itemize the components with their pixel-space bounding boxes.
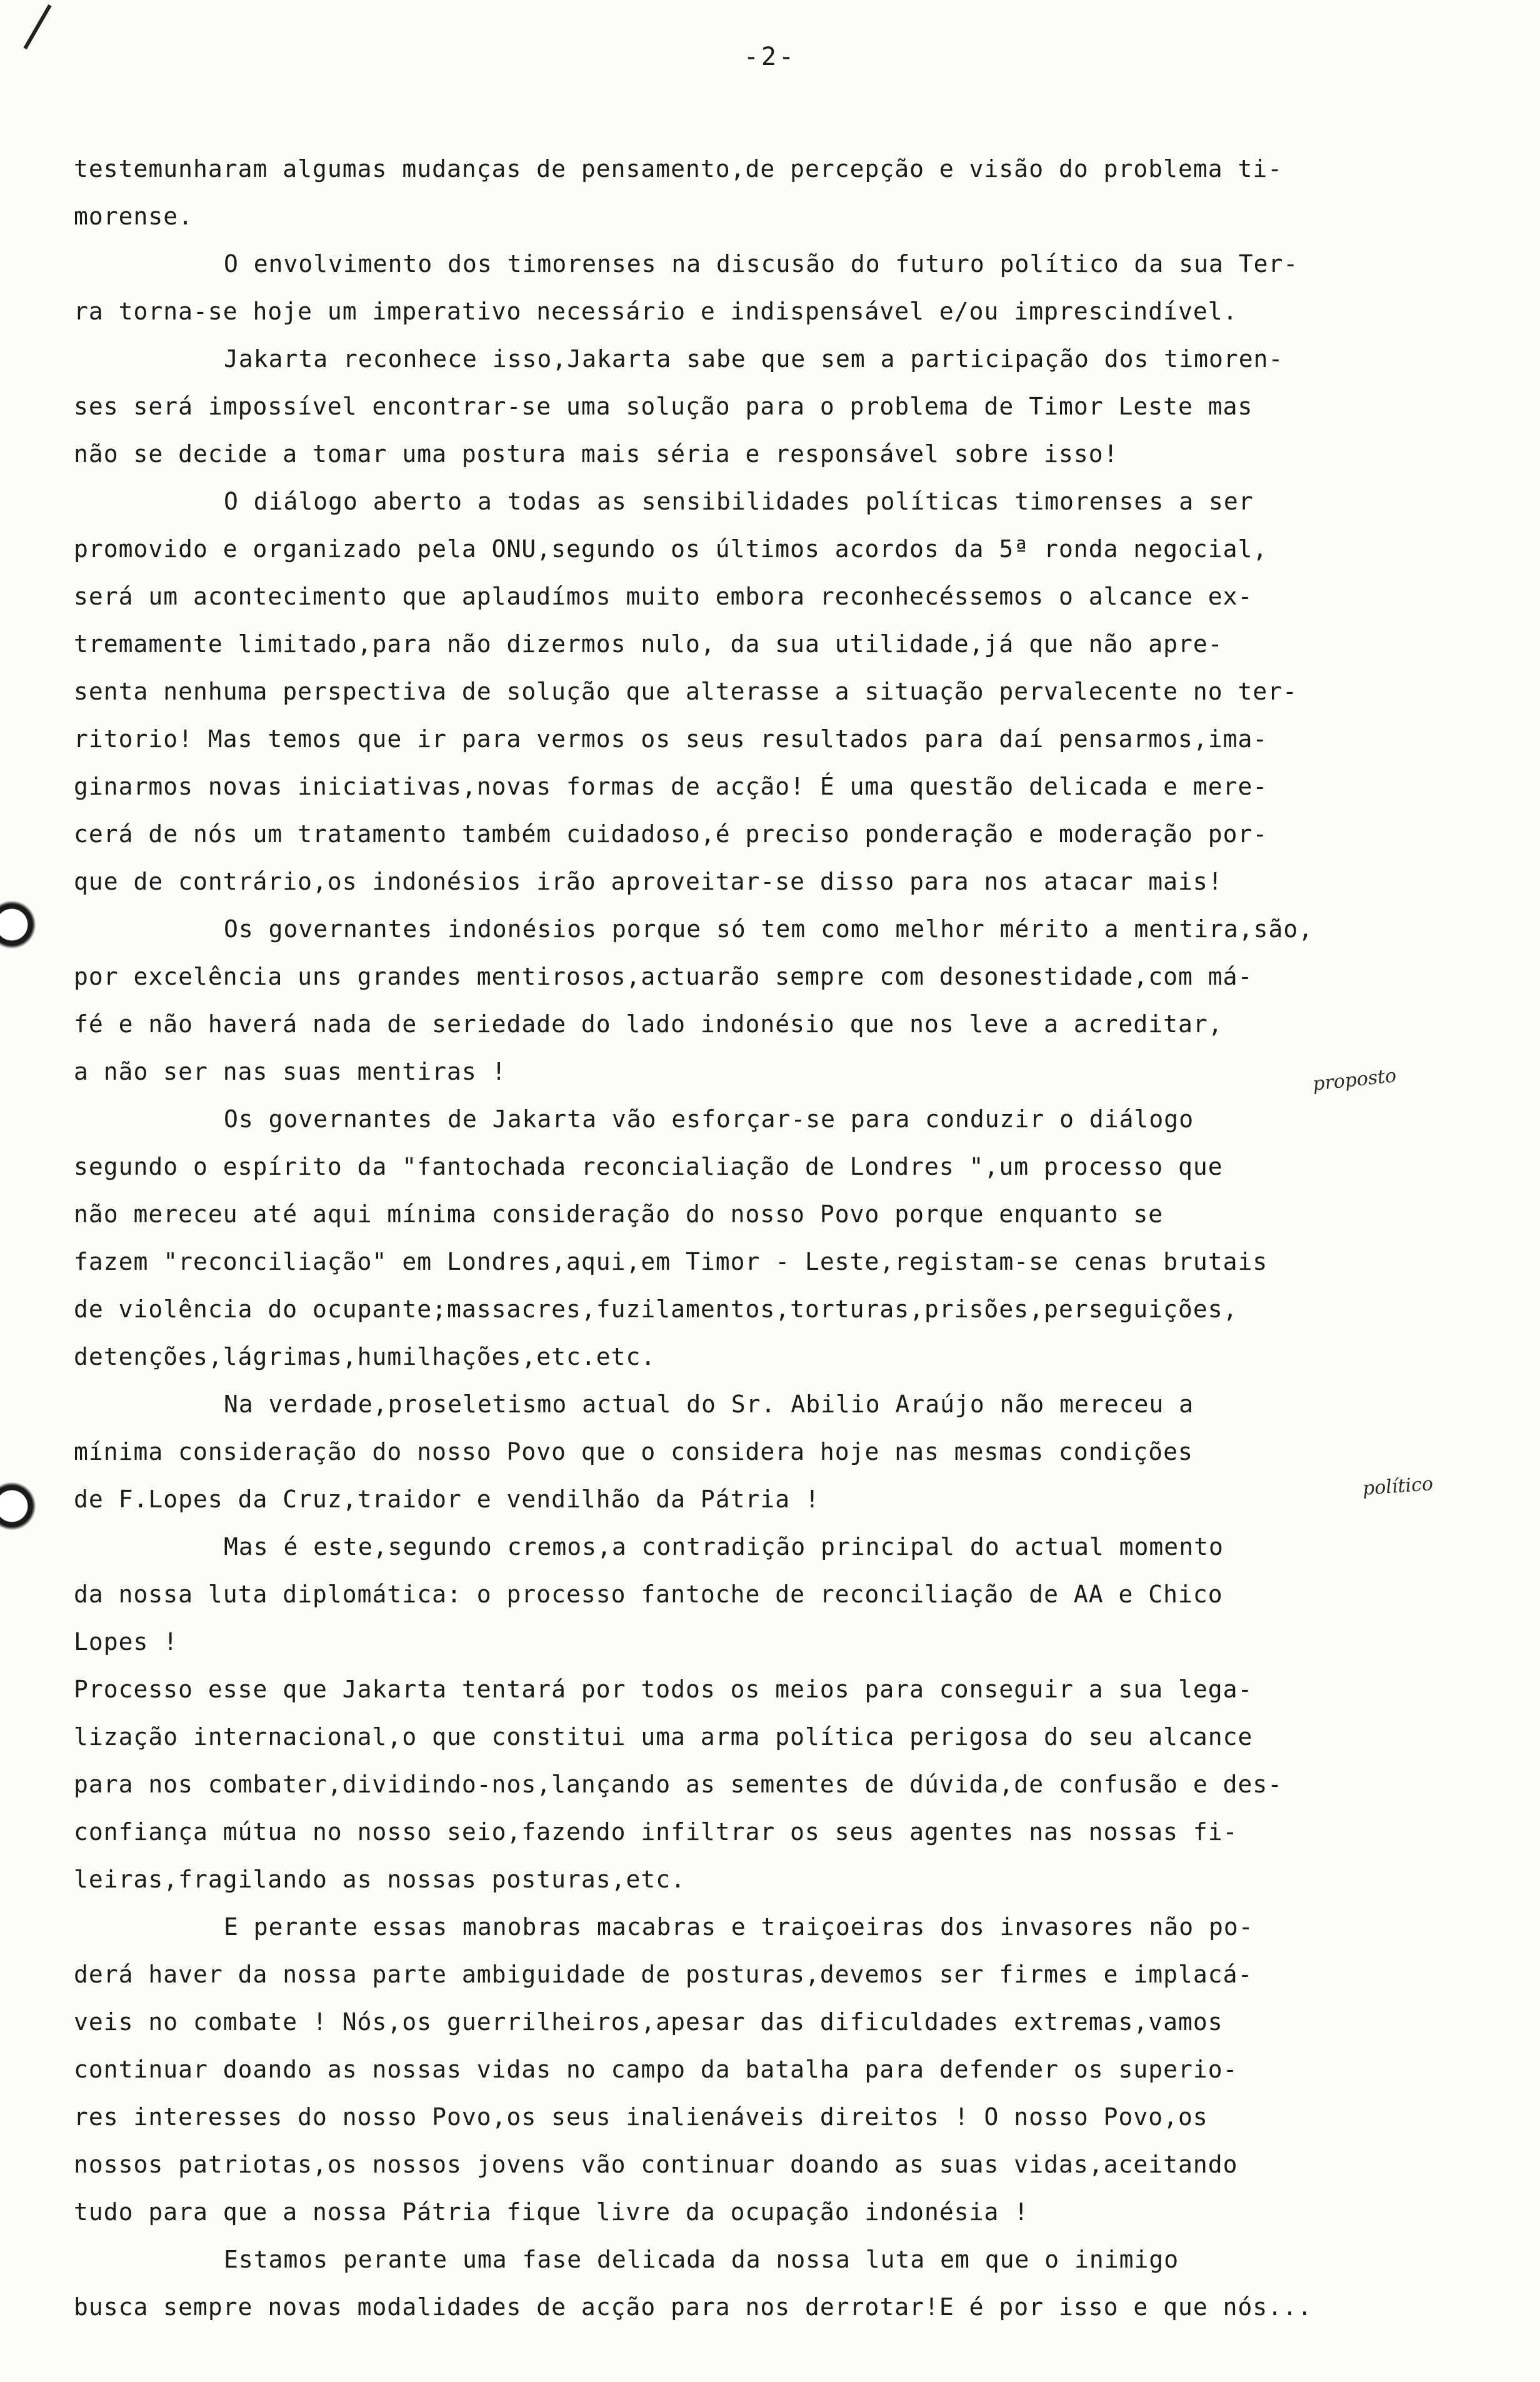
text-line: mínima consideração do nosso Povo que o considera hoje nas mesmas condições	[74, 1438, 1193, 1465]
text-line: derá haver da nossa parte ambiguidade de posturas,devemos ser firmes e implacá-	[74, 1961, 1253, 1988]
text-line: detenções,lágrimas,humilhações,etc.etc.	[74, 1343, 656, 1370]
text-line: não mereceu até aqui mínima consideração do nosso Povo porque enquanto se	[74, 1200, 1164, 1228]
text-line: que de contrário,os indonésios irão aproveitar-se disso para nos atacar mais!	[74, 868, 1223, 895]
text-line: morense.	[74, 203, 194, 230]
text-line: de F.Lopes da Cruz,traidor e vendilhão da Pátria !	[74, 1485, 820, 1513]
text-line: nossos patriotas,os nossos jovens vão continuar doando as suas vidas,aceitando	[74, 2151, 1238, 2178]
text-line: promovido e organizado pela ONU,segundo os últimos acordos da 5ª ronda negocial,	[74, 535, 1268, 563]
punch-hole-bottom	[0, 1482, 36, 1530]
text-line: veis no combate ! Nós,os guerrilheiros,apesar das dificuldades extremas,vamos	[74, 2008, 1223, 2036]
text-line: O diálogo aberto a todas as sensibilidades políticas timorenses a ser	[224, 488, 1254, 515]
text-line: será um acontecimento que aplaudímos muito embora reconhecéssemos o alcance ex-	[74, 583, 1253, 610]
text-line: cerá de nós um tratamento também cuidadoso,é preciso ponderação e moderação por-	[74, 820, 1268, 848]
text-line: Mas é este,segundo cremos,a contradição principal do actual momento	[224, 1533, 1224, 1560]
text-line: ses será impossível encontrar-se uma solução para o problema de Timor Leste mas	[74, 393, 1253, 420]
text-line: a não ser nas suas mentiras !	[74, 1058, 507, 1085]
text-line: Lopes !	[74, 1628, 179, 1656]
text-line: Jakarta reconhece isso,Jakarta sabe que sem a participação dos timoren-	[224, 345, 1284, 373]
page-number: -2-	[743, 43, 797, 71]
text-line: segundo o espírito da "fantochada reconcialiação de Londres ",um processo que	[74, 1153, 1223, 1180]
text-line: Os governantes de Jakarta vão esforçar-se para conduzir o diálogo	[224, 1105, 1194, 1133]
text-line: O envolvimento dos timorenses na discusão do futuro político da sua Ter-	[224, 250, 1299, 278]
text-line: leiras,fragilando as nossas posturas,etc.	[74, 1866, 686, 1893]
text-line: Na verdade,proseletismo actual do Sr. Abilio Araújo não mereceu a	[224, 1390, 1194, 1418]
text-line: Estamos perante uma fase delicada da nossa luta em que o inimigo	[224, 2246, 1179, 2273]
text-line: fé e não haverá nada de seriedade do lado indonésio que nos leve a acreditar,	[74, 1010, 1223, 1038]
text-line: ra torna-se hoje um imperativo necessário e indispensável e/ou imprescindível.	[74, 298, 1238, 325]
text-line: tudo para que a nossa Pátria fique livre da ocupação indonésia !	[74, 2198, 1029, 2226]
text-line: ginarmos novas iniciativas,novas formas de acção! É uma questão delicada e mere-	[74, 773, 1268, 800]
text-line: senta nenhuma perspectiva de solução que alterasse a situação pervalecente no ter-	[74, 678, 1298, 705]
text-line: res interesses do nosso Povo,os seus inalienáveis direitos ! O nosso Povo,os	[74, 2103, 1208, 2131]
text-line: ritorio! Mas temos que ir para vermos os seus resultados para daí pensarmos,ima-	[74, 725, 1268, 753]
text-line: tremamente limitado,para não dizermos nulo, da sua utilidade,já que não apre-	[74, 630, 1223, 658]
text-line: E perante essas manobras macabras e traiçoeiras dos invasores não po-	[224, 1913, 1254, 1941]
text-line: continuar doando as nossas vidas no campo da batalha para defender os superio-	[74, 2056, 1238, 2083]
text-line: da nossa luta diplomática: o processo fantoche de reconciliação de AA e Chico	[74, 1580, 1223, 1608]
text-line: Processo esse que Jakarta tentará por todos os meios para conseguir a sua lega-	[74, 1676, 1253, 1703]
text-line: não se decide a tomar uma postura mais séria e responsável sobre isso!	[74, 440, 1119, 468]
text-line: para nos combater,dividindo-nos,lançando as sementes de dúvida,de confusão e des-	[74, 1771, 1283, 1798]
text-line: por excelência uns grandes mentirosos,actuarão sempre com desonestidade,com má-	[74, 963, 1253, 990]
body-text	[74, 145, 1468, 2331]
text-line: Os governantes indonésios porque só tem como melhor mérito a mentira,são,	[224, 915, 1314, 943]
text-line: confiança mútua no nosso seio,fazendo infiltrar os seus agentes nas nossas fi-	[74, 1818, 1238, 1846]
text-line: fazem "reconciliação" em Londres,aqui,em Timor - Leste,registam-se cenas brutais	[74, 1248, 1268, 1275]
handwritten-note-politico: político	[1361, 1473, 1434, 1500]
text-line: lização internacional,o que constitui uma arma política perigosa do seu alcance	[74, 1723, 1253, 1751]
punch-hole-top	[0, 900, 36, 949]
text-line: testemunharam algumas mudanças de pensamento,de percepção e visão do problema ti-	[74, 155, 1283, 183]
text-line: busca sempre novas modalidades de acção para nos derrotar!E é por isso e que nós...	[74, 2293, 1312, 2321]
handwritten-note-proposto: proposto	[1311, 1065, 1398, 1095]
text-line: de violência do ocupante;massacres,fuzilamentos,torturas,prisões,perseguições,	[74, 1295, 1238, 1323]
